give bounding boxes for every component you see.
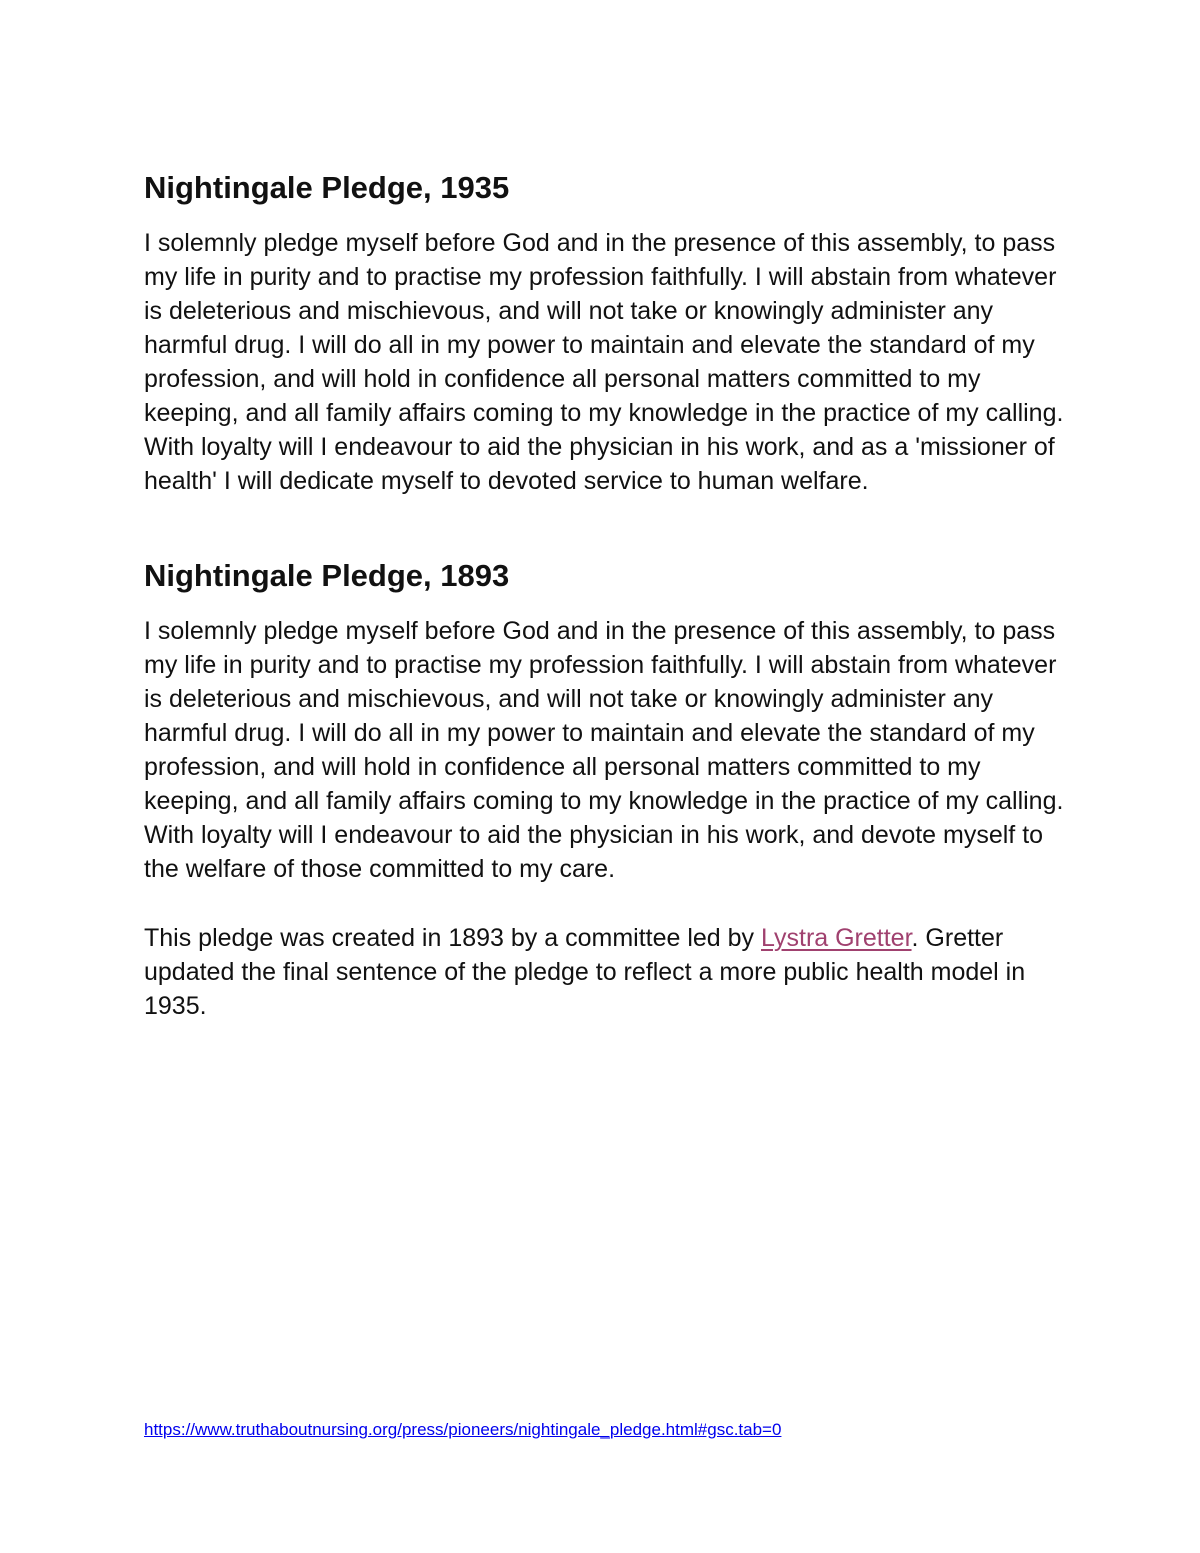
- pledge-1893-heading: Nightingale Pledge, 1893: [144, 558, 510, 593]
- pledge-1893-text: I solemnly pledge myself before God and in the presence of this assembly, to pass my life in purity and to practise my profession faithfully. I will abstain from whatever is deleterious and mischievous, and will not take or knowingly administer any harmful drug. I will do all in my power to maintain and elevate the standard of my profession, and will hold in confidence all personal matters committed to my keeping, and all family affairs coming to my knowledge in the practice of my calling. With loyalty will I endeavour to aid the physician in his work, and devote myself to the welfare of those committed to my care.: [144, 617, 1064, 883]
- pledge-1935-section: [144, 168, 1074, 498]
- document-body: [144, 168, 1074, 1023]
- history-note: [144, 921, 1074, 1023]
- lystra-gretter-link[interactable]: Lystra Gretter: [761, 924, 912, 952]
- pledge-1935-heading: Nightingale Pledge, 1935: [144, 170, 510, 205]
- history-note-rest: . Gretter updated the final sentence of the pledge to reflect a more public health model in 1935.: [144, 924, 1026, 1020]
- history-note-intro: This pledge was created in 1893 by a committee led by: [144, 924, 762, 952]
- source-url-link[interactable]: https://www.truthaboutnursing.org/press/pioneers/nightingale_pledge.html#gsc.tab=0: [144, 1420, 782, 1439]
- pledge-1893-section: [144, 556, 1074, 886]
- pledge-1935-text: I solemnly pledge myself before God and in the presence of this assembly, to pass my life in purity and to practise my profession faithfully. I will abstain from whatever is deleterious and mischievous, and will not take or knowingly administer any harmful drug. I will do all in my power to maintain and elevate the standard of my profession, and will hold in confidence all personal matters committed to my keeping, and all family affairs coming to my knowledge in the practice of my calling. With loyalty will I endeavour to aid the physician in his work, and as a 'missioner of health' I will dedicate myself to devoted service to human welfare.: [144, 229, 1064, 495]
